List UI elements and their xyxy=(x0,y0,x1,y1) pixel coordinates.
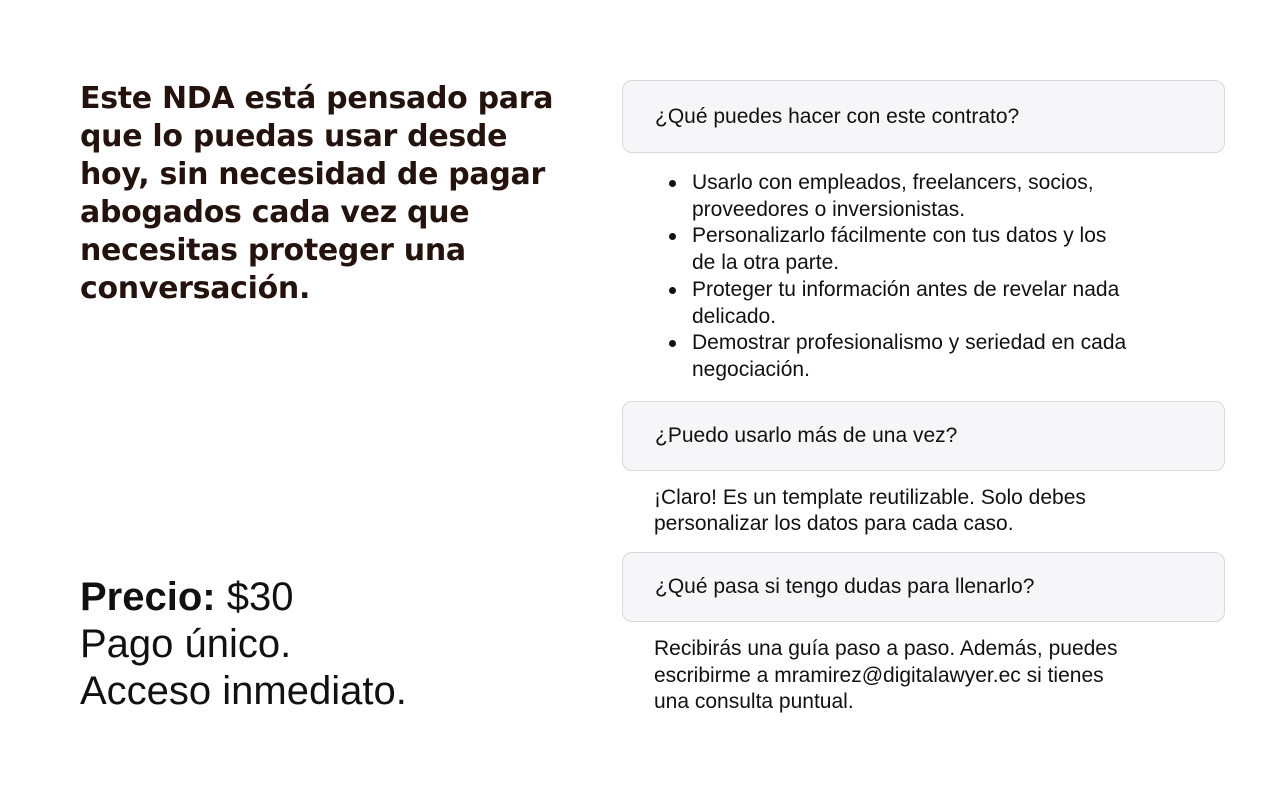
faq-question-reuse[interactable] xyxy=(622,401,1225,471)
list-item: Demostrar profesionalismo y seriedad en cada negociación. xyxy=(692,330,1132,383)
list-item: Proteger tu información antes de revelar nada delicado. xyxy=(692,277,1132,330)
headline: Este NDA está pensado para que lo puedas usar desde hoy, sin necesidad de pagar abogados cada vez que necesitas proteger una conversación. xyxy=(80,81,554,306)
faq-question-uses[interactable] xyxy=(622,80,1225,153)
faq-question-help[interactable] xyxy=(622,552,1225,622)
access-note: Acceso inmediato. xyxy=(80,669,407,713)
price-block xyxy=(80,574,407,715)
price-amount: $30 xyxy=(226,575,294,619)
faq-answer-help: Recibirás una guía paso a paso. Además, puedes escribirme a mramirez@digitalawyer.ec si tienes una consulta puntual. xyxy=(654,637,1118,714)
faq-section xyxy=(622,80,1225,716)
list-item: Usarlo con empleados, freelancers, socios, proveedores o inversionistas. xyxy=(692,170,1132,223)
faq-question-label: ¿Qué pasa si tengo dudas para llenarlo? xyxy=(655,575,1035,599)
payment-type: Pago único. xyxy=(80,622,292,666)
spacer xyxy=(622,384,1225,401)
faq-answer-reuse: ¡Claro! Es un template reutilizable. Solo debes personalizar los datos para cada caso. xyxy=(654,485,1086,536)
faq-question-label: ¿Qué puedes hacer con este contrato? xyxy=(655,104,1020,128)
price-label: Precio: xyxy=(80,575,216,619)
price-row xyxy=(80,574,407,621)
faq-question-label: ¿Puedo usarlo más de una vez? xyxy=(655,423,958,447)
list-item: Personalizarlo fácilmente con tus datos y los de la otra parte. xyxy=(692,223,1132,276)
faq-answer-uses xyxy=(622,170,1132,384)
